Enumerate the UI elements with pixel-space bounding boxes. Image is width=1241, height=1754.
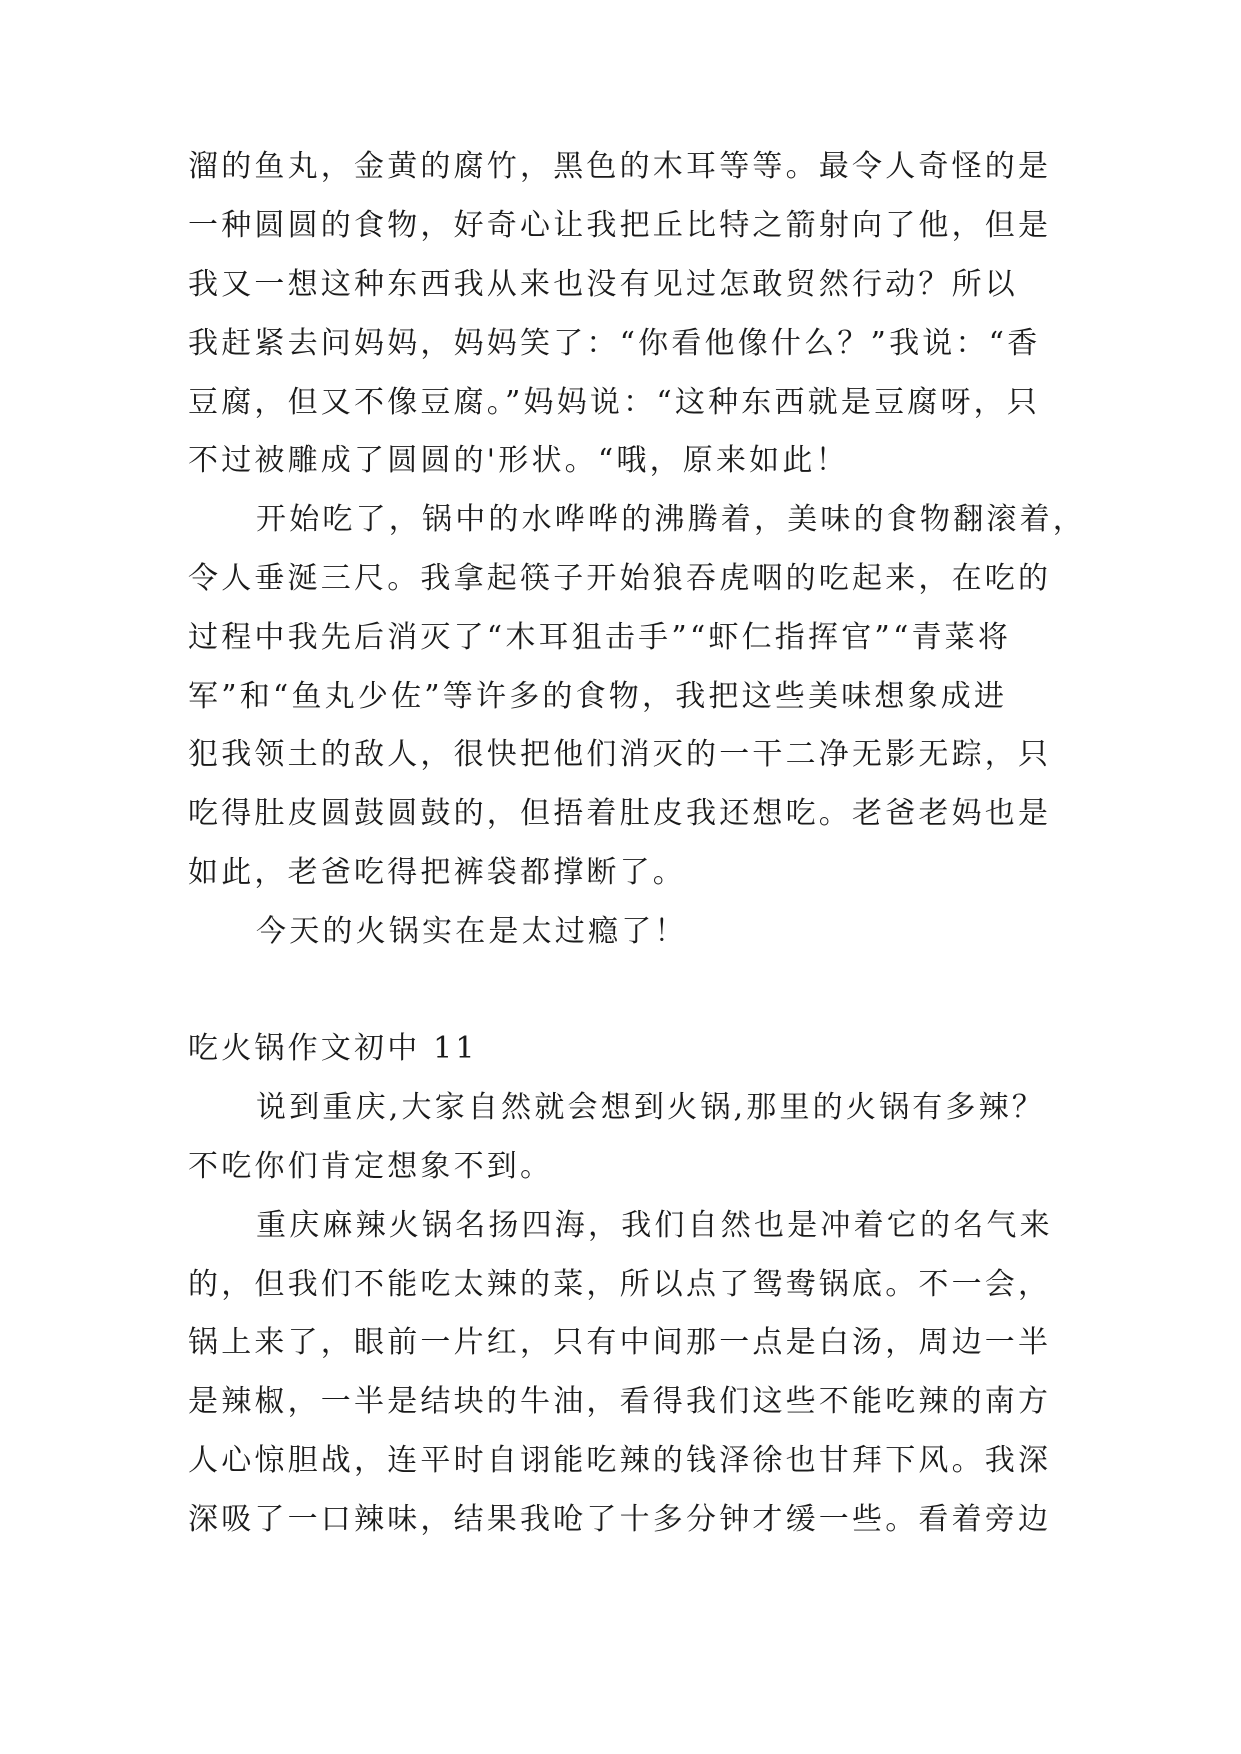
text-line: 过程中我先后消灭了“木耳狙击手”“虾仁指挥官”“青菜将 (188, 620, 1012, 655)
paragraph-start-line: 今天的火锅实在是太过瘾了！ (256, 914, 688, 949)
text-line: 深吸了一口辣味，结果我呛了十多分钟才缓一些。看着旁边 (188, 1502, 1052, 1537)
paragraph-start-line: 说到重庆,大家自然就会想到火锅,那里的火锅有多辣？ (256, 1090, 1046, 1125)
essay-title: 吃火锅作文初中 11 (188, 1031, 478, 1066)
text-line: 犯我领土的敌人，很快把他们消灭的一干二净无影无踪，只 (188, 737, 1052, 772)
text-line: 是辣椒，一半是结块的牛油，看得我们这些不能吃辣的南方 (188, 1384, 1052, 1419)
text-line: 人心惊胆战，连平时自诩能吃辣的钱泽徐也甘拜下风。我深 (188, 1443, 1052, 1478)
text-line: 不过被雕成了圆圆的'形状。“哦，原来如此！ (188, 443, 849, 478)
text-line: 锅上来了，眼前一片红，只有中间那一点是白汤，周边一半 (188, 1325, 1052, 1360)
paragraph-start-line: 开始吃了，锅中的水哗哗的沸腾着，美味的食物翻滚着， (256, 502, 1086, 537)
text-line: 的，但我们不能吃太辣的菜，所以点了鸳鸯锅底。不一会， (188, 1267, 1052, 1302)
text-line: 豆腐，但又不像豆腐。”妈妈说：“这种东西就是豆腐呀，只 (188, 385, 1041, 420)
text-line: 我赶紧去问妈妈，妈妈笑了：“你看他像什么？”我说：“香 (188, 326, 1041, 361)
text-line: 如此，老爸吃得把裤袋都撑断了。 (188, 855, 686, 890)
text-line: 溜的鱼丸，金黄的腐竹，黑色的木耳等等。最令人奇怪的是 (188, 149, 1052, 184)
paragraph-start-line: 重庆麻辣火锅名扬四海，我们自然也是冲着它的名气来 (256, 1208, 1053, 1243)
text-line: 我又一想这种东西我从来也没有见过怎敢贸然行动？所以 (188, 267, 1018, 302)
text-line: 军”和“鱼丸少佐”等许多的食物，我把这些美味想象成进 (188, 679, 1008, 714)
text-line: 吃得肚皮圆鼓圆鼓的，但捂着肚皮我还想吃。老爸老妈也是 (188, 796, 1052, 831)
text-line: 不吃你们肯定想象不到。 (188, 1149, 554, 1184)
text-line: 一种圆圆的食物，好奇心让我把丘比特之箭射向了他，但是 (188, 208, 1052, 243)
text-line: 令人垂涎三尺。我拿起筷子开始狼吞虎咽的吃起来，在吃的 (188, 561, 1052, 596)
